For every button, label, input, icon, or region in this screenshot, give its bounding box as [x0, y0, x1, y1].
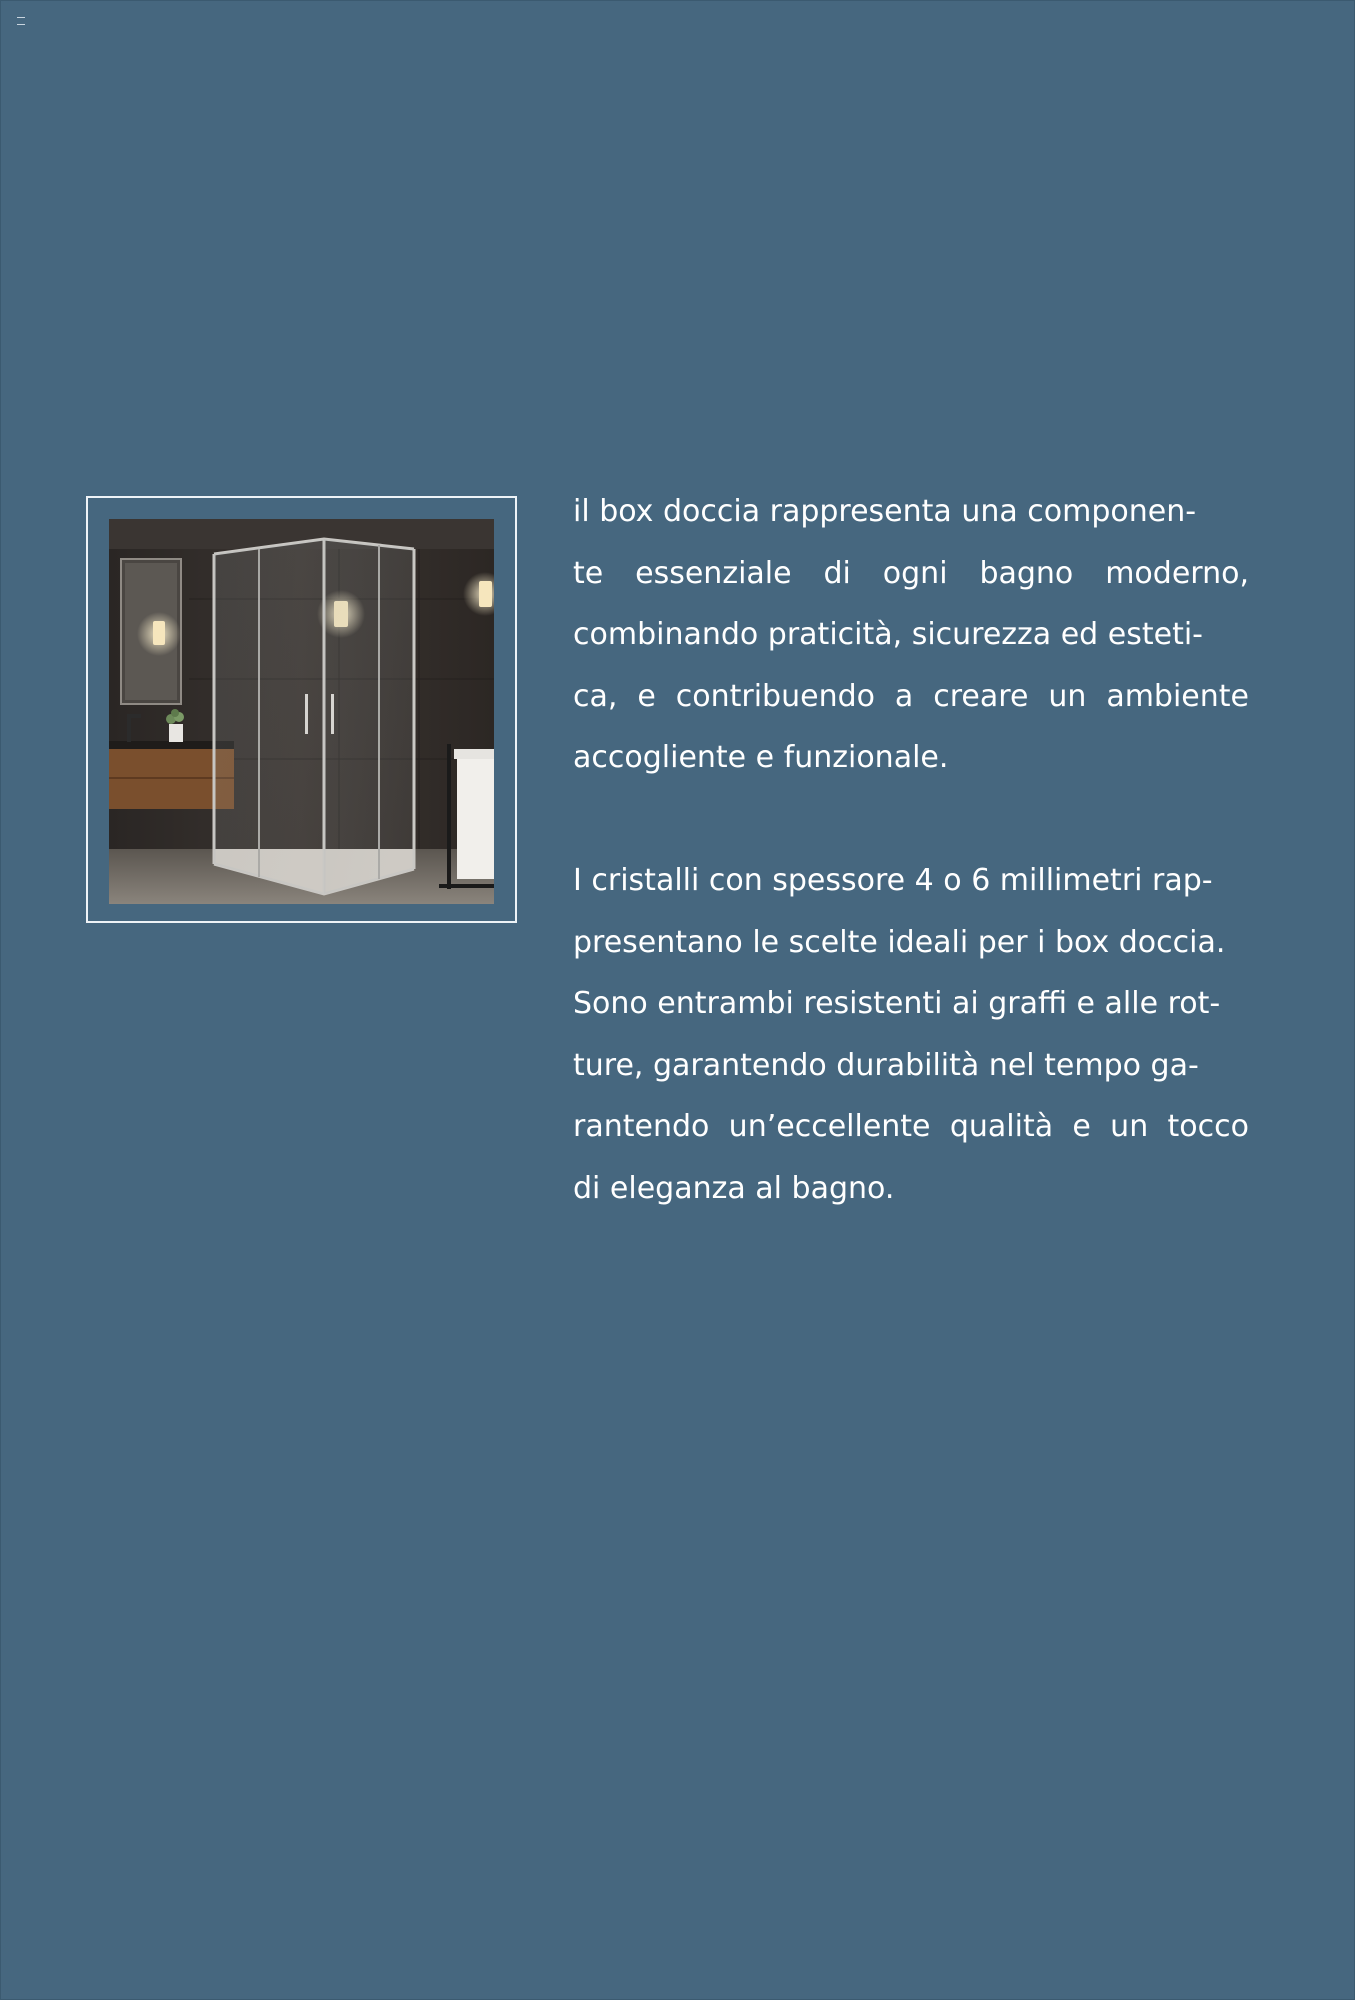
menu-icon[interactable]	[17, 17, 25, 25]
text-line: I cristalli con spessore 4 o 6 millimetri rap-	[573, 863, 1213, 898]
text-line: te essenziale di ogni bagno moderno,	[573, 555, 1249, 591]
text-line: rantendo un’eccellente qualità e un tocco	[573, 1109, 1249, 1144]
description-text	[573, 481, 1249, 1219]
text-line: accogliente e funzionale.	[573, 740, 949, 775]
paragraph-glass	[573, 850, 1249, 1219]
text-line: presentano le scelte ideali per i box doccia.	[573, 924, 1226, 960]
text-line: Sono entrambi resistenti ai graffi e alle rot-	[573, 986, 1221, 1021]
text-line: ture, garantendo durabilità nel tempo ga-	[573, 1047, 1199, 1083]
text-line: combinando praticità, sicurezza ed esteti-	[573, 617, 1203, 652]
paragraph-intro	[573, 481, 1249, 789]
paragraph-spacer	[573, 789, 1249, 851]
photo-frame	[86, 496, 517, 923]
text-line: ca, e contribuendo a creare un ambiente	[573, 678, 1249, 714]
shower-enclosure-illustration	[109, 519, 494, 904]
text-line: di eleganza al bagno.	[573, 1170, 895, 1206]
shower-photo	[109, 519, 494, 904]
text-line: il box doccia rappresenta una componen-	[573, 494, 1197, 529]
